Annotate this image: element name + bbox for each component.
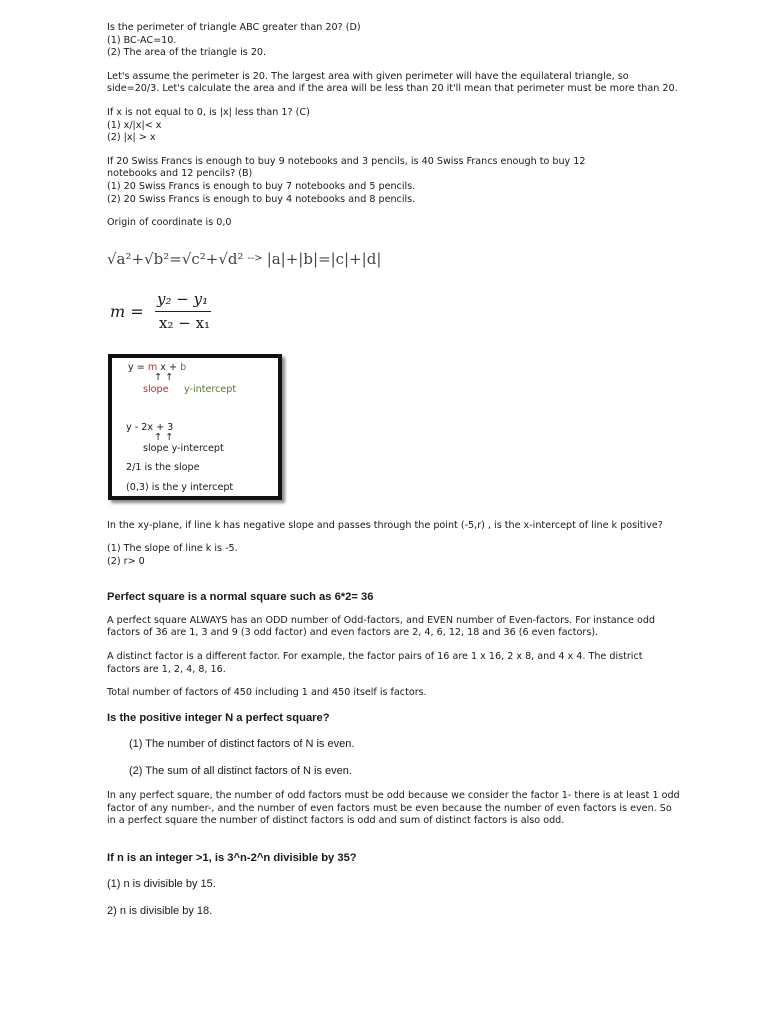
q1-statement-1: (1) BC-AC=10.: [107, 34, 177, 46]
eq1: y = m x + b: [128, 361, 187, 373]
perfect-square-question: Is the positive integer N a perfect square?: [107, 712, 330, 725]
perfect-square-statement-1: (1) The number of distinct factors of N is even.: [129, 738, 355, 751]
fraction-bar: [155, 311, 211, 312]
q2-statement-1: (1) x/|x|< x: [107, 119, 162, 131]
formula-arrow: -->: [247, 253, 263, 265]
distinct-factor-para-a: A distinct factor is a different factor. For example, the factor pairs of 16 are 1 x 16, 2 x 8, and 4 x 4. The district: [107, 651, 643, 663]
q3-question-line-1: If 20 Swiss Francs is enough to buy 9 notebooks and 3 pencils, is 40 Swiss Francs enough to buy 12: [107, 155, 586, 167]
q3-question-line-2: notebooks and 12 pencils? (B): [107, 168, 253, 180]
origin-note: Origin of coordinate is 0,0: [107, 217, 232, 229]
slope-formula-lhs: m =: [110, 301, 144, 321]
perfect-square-explanation-b: factor of any number-, and the number of even factors must be even because the number of even factors is even. So: [107, 802, 672, 814]
slope-formula: [107, 286, 747, 336]
q4-question: In the xy-plane, if line k has negative slope and passes through the point (-5,r) , is the x-intercept of line k positive?: [107, 519, 663, 531]
eq2-arrows: ↑ ↑: [154, 431, 174, 443]
formula-right: |a|+|b|=|c|+|d|: [266, 249, 382, 268]
label-slope: slope: [143, 383, 169, 395]
perfect-square-para-1a: A perfect square ALWAYS has an ODD number of Odd-factors, and EVEN number of Even-factors. For instance odd: [107, 614, 655, 626]
perfect-square-heading: Perfect square is a normal square such as 6*2= 36: [107, 590, 374, 603]
slope-formula-denominator: x₂ − x₁: [159, 313, 211, 332]
q3-statement-1: (1) 20 Swiss Francs is enough to buy 7 notebooks and 5 pencils.: [107, 180, 416, 192]
q5-statement-1: (1) n is divisible by 15.: [107, 878, 216, 891]
slope-formula-numerator: y₂ − y₁: [157, 289, 209, 308]
slope-statement: 2/1 is the slope: [126, 461, 200, 473]
perfect-square-statement-2: (2) The sum of all distinct factors of N is even.: [129, 765, 352, 778]
formula-left: √a²+√b²=√c²+√d²: [107, 249, 244, 268]
perfect-square-explanation-a: In any perfect square, the number of odd factors must be odd because we consider the factor 1- there is at least 1 odd: [107, 790, 680, 802]
eq2-labels: slope y-intercept: [143, 442, 224, 454]
q1-note-line-1: Let's assume the perimeter is 20. The largest area with given perimeter will have the equilateral triangle, so: [107, 70, 629, 82]
total-factors-note: Total number of factors of 450 including 1 and 450 itself is factors.: [107, 687, 427, 699]
q2-statement-2: (2) |x| > x: [107, 132, 156, 144]
q2-question: If x is not equal to 0, is |x| less than 1? (C): [107, 106, 310, 118]
q5-question: If n is an integer >1, is 3^n-2^n divisible by 35?: [107, 852, 357, 865]
q4-statement-1: (1) The slope of line k is -5.: [107, 543, 238, 555]
label-y-intercept: y-intercept: [184, 383, 237, 395]
q1-statement-2: (2) The area of the triangle is 20.: [107, 47, 267, 59]
slope-intercept-box: [108, 354, 282, 500]
distinct-factor-para-b: factors are 1, 2, 4, 8, 16.: [107, 663, 226, 675]
q4-statement-2: (2) r> 0: [107, 555, 145, 567]
absolute-value-formula: [107, 246, 747, 272]
document-page: [107, 22, 747, 930]
y-intercept-statement: (0,3) is the y intercept: [126, 481, 234, 493]
perfect-square-para-1b: factors of 36 are 1, 3 and 9 (3 odd factor) and even factors are 2, 4, 6, 12, 18 and 36 (6 even factors).: [107, 627, 599, 639]
perfect-square-explanation-c: in a perfect square the number of distinct factors is odd and sum of distinct factors is also odd.: [107, 815, 565, 827]
eq1-arrows: ↑ ↑: [154, 371, 174, 383]
eq2: y - 2x + 3: [126, 421, 174, 433]
q5-statement-2: 2) n is divisible by 18.: [107, 905, 213, 918]
q1-note-line-2: side=20/3. Let's calculate the area and if the area will be less than 20 it'll mean that perimeter must be more than 20.: [107, 83, 678, 95]
q3-statement-2: (2) 20 Swiss Francs is enough to buy 4 notebooks and 8 pencils.: [107, 193, 416, 205]
q1-question: Is the perimeter of triangle ABC greater than 20? (D): [107, 22, 361, 33]
